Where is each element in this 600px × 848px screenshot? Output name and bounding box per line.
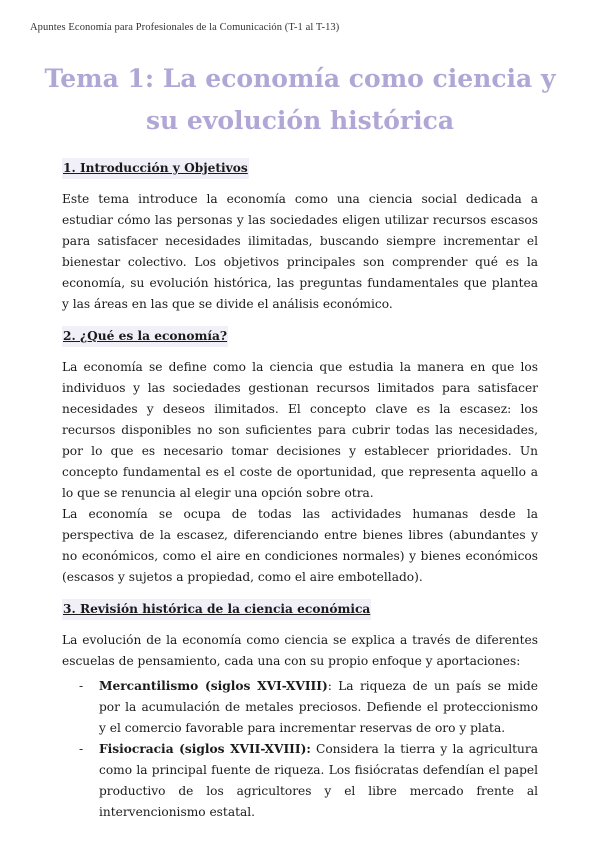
bullet-text: Considera la tierra y la agricultura como la principal fuente de riqueza. Los fisiócratas defendían el papel productivo de los agricultores y el libre mercado frente al intervencionismo estatal. xyxy=(99,742,538,819)
section-heading: 2. ¿Qué es la economía? xyxy=(62,326,228,347)
section-que-es-economia xyxy=(62,326,538,588)
dash-bullet: - xyxy=(79,679,84,693)
paragraph: La economía se ocupa de todas las actividades humanas desde la perspectiva de la escasez, diferenciando entre bienes libres (abundantes y no económicos, como el aire en condiciones normales) y bienes económicos (escasos y sujetos a propiedad, como el aire embotellado). xyxy=(62,507,538,584)
section-revision-historica xyxy=(62,599,538,823)
paragraph: La evolución de la economía como ciencia se explica a través de diferentes escuelas de pensamiento, cada una con su propio enfoque y aportaciones: xyxy=(62,633,538,668)
section-introduccion xyxy=(62,158,538,315)
paragraph: Este tema introduce la economía como una ciencia social dedicada a estudiar cómo las personas y las sociedades eligen utilizar recursos escasos para satisfacer necesidades ilimitadas, buscando siempre incrementar el bienestar colectivo. Los objetivos principales son comprender qué es la economía, su evolución histórica, las preguntas fundamentales que plantea y las áreas en las que se divide el análisis económico. xyxy=(62,192,538,311)
bullet-term: Mercantilismo (siglos XVI-XVIII) xyxy=(99,679,328,693)
dash-bullet: - xyxy=(79,742,84,756)
list-item xyxy=(62,739,538,823)
section-heading: 1. Introducción y Objetivos xyxy=(62,158,249,179)
bullet-text: : La riqueza de un país se mide por la acumulación de metales preciosos. Defiende el proteccionismo y el comercio favorable para incrementar reservas de oro y plata. xyxy=(99,679,538,735)
page-title: Tema 1: La economía como ciencia y su evolución histórica xyxy=(44,64,556,135)
list-item xyxy=(62,676,538,739)
running-header: Apuntes Economía para Profesionales de la Comunicación (T-1 al T-13) xyxy=(30,22,340,33)
document-body xyxy=(62,158,538,834)
section-heading: 3. Revisión histórica de la ciencia económica xyxy=(62,599,371,620)
bullet-term: Fisiocracia (siglos XVII-XVIII): xyxy=(99,742,311,756)
bullet-list xyxy=(62,676,538,823)
paragraph: La economía se define como la ciencia que estudia la manera en que los individuos y las sociedades gestionan recursos limitados para satisfacer necesidades y deseos ilimitados. El concepto clave es la escasez: los recursos disponibles no son suficientes para cubrir todas las necesidades, por lo que es necesario tomar decisiones y establecer prioridades. Un concepto fundamental es el coste de oportunidad, que representa aquello a lo que se renuncia al elegir una opción sobre otra. xyxy=(62,360,538,500)
